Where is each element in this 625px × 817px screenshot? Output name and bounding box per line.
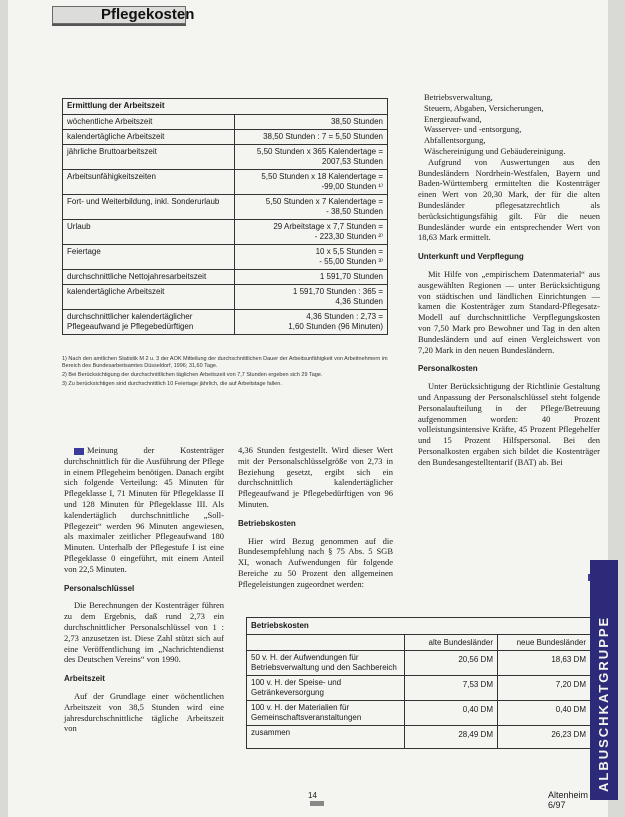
cost-item-list xyxy=(418,92,600,157)
table-row xyxy=(247,726,590,748)
table-row xyxy=(63,310,387,334)
page-number-bar xyxy=(310,801,324,806)
table-row xyxy=(247,701,590,726)
row-label: Feiertage xyxy=(63,245,235,269)
paragraph xyxy=(64,445,224,575)
row-label: Fort- und Weiterbildung, inkl. Sonderurlaub xyxy=(63,195,235,219)
subheading: Arbeitszeit xyxy=(64,674,105,684)
cell-new: 26,23 DM xyxy=(551,730,586,739)
subheading: Unterkunft und Verpflegung xyxy=(418,252,524,262)
row-value: 5,50 Stunden x 18 Kalendertage = -99,00 Stunden ¹⁾ xyxy=(261,172,383,191)
row-value: 10 x 5,5 Stunden = - 55,00 Stunden ³⁾ xyxy=(315,247,383,266)
right-column xyxy=(418,92,600,468)
left-column xyxy=(64,445,224,734)
cell-old: 7,53 DM xyxy=(405,676,498,700)
row-label: Arbeitsunfähigkeitszeiten xyxy=(63,170,235,194)
paragraph-text: Meinung der Kostenträger durchschnittlich für die Ausführung der Pflege in einem Pflegeheim benötigen. Danach ergibt sich folgende Verteilung: 45 Minuten für Pflegeklasse I, 71 Minuten für Pflegeklasse II und 128 Minuten für Pflegeklasse III. Als kalendertäglich durchschnittliche „Soll-Pflegezeit“ werden 96 Minuten angewiesen, als maximaler zeitlicher Pflegeaufwand 180 Minuten. Unterhalb der Pflegestufe I ist eine Pflegeklasse 0 eingeführt, mit einem Anteil von 22,5 Minuten. xyxy=(64,445,224,574)
issue-label: Altenheim 6/97 xyxy=(548,790,589,810)
row-label: zusammen xyxy=(247,726,405,748)
table-row xyxy=(247,651,590,676)
footnote: 1) Nach den amtlichen Statistik M 2 u. 3 der AOK Mitteilung der durchschnittlichen Dauer der Arbeitsunfähigkeit von Arbeitnehmern im Bereich des Bundesarbeitsamtes Düsseldorf, 1996; 31,60 Tage. xyxy=(62,356,388,369)
paragraph: Auf der Grundlage einer wöchentlichen Arbeitszeit von 38,5 Stunden wird eine jahresdurchschnittliche tägliche Arbeitszeit von xyxy=(64,690,224,734)
magazine-page xyxy=(8,0,608,817)
list-item: Abfallentsorgung, xyxy=(424,135,486,146)
cell-old: 0,40 DM xyxy=(405,701,498,725)
cell-new: 18,63 DM xyxy=(551,655,586,664)
row-value: 1 591,70 Stunden : 365 = 4,36 Stunden xyxy=(292,287,383,306)
row-value: 38,50 Stunden xyxy=(330,117,383,126)
table-row xyxy=(63,245,387,270)
subheading: Personalkosten xyxy=(418,364,478,374)
publisher-sidebar xyxy=(590,560,618,800)
list-item: Steuern, Abgaben, Versicherungen, xyxy=(424,102,544,113)
row-value: 5,50 Stunden x 365 Kalendertage = 2007,53 Stunden xyxy=(256,147,383,166)
header-empty xyxy=(247,635,405,650)
cell-new: 0,40 DM xyxy=(555,705,586,714)
header-rule xyxy=(52,24,186,26)
row-label: kalendertägliche Arbeitszeit xyxy=(63,130,235,144)
table-footnotes xyxy=(62,356,388,390)
cell-new: 7,20 DM xyxy=(555,680,586,689)
page-number: 14 xyxy=(308,791,317,800)
row-value: 5,50 Stunden x 7 Kalendertage = - 38,50 Stunden xyxy=(265,197,383,216)
footnote: 2) Bei Berücksichtigung der durchschnittlichen täglichen Arbeitszeit von 7,7 Stunden ergeben sich 29 Tage. xyxy=(62,372,323,378)
header-new-states: neue Bundesländer xyxy=(516,638,586,647)
worktime-table xyxy=(62,98,388,335)
cell-old: 28,49 DM xyxy=(405,726,498,748)
worktime-table-title: Ermittlung der Arbeitszeit xyxy=(63,99,387,115)
row-label: 100 v. H. der Materialien für Gemeinschaftsveranstaltungen xyxy=(247,701,405,725)
middle-column xyxy=(238,445,393,590)
row-value: 38,50 Stunden : 7 = 5,50 Stunden xyxy=(263,132,383,141)
table-row xyxy=(63,145,387,170)
row-label: 100 v. H. der Speise- und Getränkeversorgung xyxy=(247,676,405,700)
list-item: Energieaufwand, xyxy=(424,113,482,124)
table-row xyxy=(63,220,387,245)
operating-costs-title: Betriebskosten xyxy=(247,618,590,635)
table-header xyxy=(247,635,590,651)
paragraph: Unter Berücksichtigung der Richtlinie Gestaltung und Anpassung der Personalschlüssel steht folgende Personalaufteilung in der Pflege/Betreuung aufgenommen worden: 40 Prozent volleistungsintensive Kräfte, 45 Prozent Pflegehelfer und 15 Prozent Hilfspersonal. Bei den Personalkosten ergaben sich bildet die Kostenträger den Bundesangestelltentarif (BAT) ab. Bei xyxy=(418,381,600,467)
paragraph: 4,36 Stunden festgestellt. Wird dieser Wert mit der Personalschlüsselgröße von 2,73 in Beziehung gesetzt, ergibt sich ein durchschnittlich kalendertäglicher Pflegeaufwand je Pflegebedürftigen von 96 Minuten. xyxy=(238,445,393,509)
row-label: jährliche Bruttoarbeitszeit xyxy=(63,145,235,169)
subheading: Betriebskosten xyxy=(238,518,296,528)
table-row xyxy=(63,115,387,130)
row-value: 4,36 Stunden : 2,73 = 1,60 Stunden (96 Minuten) xyxy=(288,312,383,331)
section-header: Pflegekosten xyxy=(52,6,186,24)
row-label: wöchentliche Arbeitszeit xyxy=(63,115,235,129)
list-item: Wasserver- und -entsorgung, xyxy=(424,124,522,135)
row-label: durchschnittlicher kalendertäglicher Pflegeaufwand je Pflegebedürftigen xyxy=(63,310,235,334)
table-row xyxy=(63,285,387,310)
row-label: 50 v. H. der Aufwendungen für Betriebsverwaltung und den Sachbereich xyxy=(247,651,405,675)
row-value: 1 591,70 Stunden xyxy=(319,272,383,281)
subheading: Personalschlüssel xyxy=(64,583,135,593)
paragraph: Aufgrund von Auswertungen aus den Bundesländern Nordrhein-Westfalen, Bayern und Baden-Württemberg ermittelten die Kostenträger einen Wert von 20,30 Mark, der für die alten Bundesländer pflegesatzrechtlich als berücksichtigungsfähig gilt. Für die neuen Bundesländer wurde ein entsprechender Wert von 18,63 Mark ermittelt. xyxy=(418,156,600,243)
list-item: Betriebsverwaltung, xyxy=(424,92,493,102)
table-row xyxy=(63,195,387,220)
row-value: 29 Arbeitstage x 7,7 Stunden = - 223,30 Stunden ²⁾ xyxy=(273,222,383,241)
paragraph: Die Berechnungen der Kostenträger führen zu dem Ergebnis, daß rund 2,73 ein durchschnittlicher Personalschlüssel von 1 : 2,73 anzusetzen ist. Diese Zahl stützt sich auf eine Veröffentlichung im „Nachrichtendienst des Deutschen Vereins“ von 1990. xyxy=(64,600,224,665)
publisher-sidebar-text: ALBUSCHKATGRUPPE xyxy=(596,615,611,792)
row-label: Urlaub xyxy=(63,220,235,244)
paragraph: Hier wird Bezug genommen auf die Bundesempfehlung nach § 75 Abs. 5 SGB XI, wonach Aufwendungen für folgende Bereiche zu 50 Prozent den allgemeinen Pflegeleistungen zugeordnet werden: xyxy=(238,535,393,589)
table-row xyxy=(63,130,387,145)
row-label: durchschnittliche Nettojahresarbeitszeit xyxy=(63,270,235,284)
paragraph-marker-icon xyxy=(74,448,84,455)
table-row xyxy=(63,270,387,285)
footnote: 3) Zu berücksichtigen sind durchschnittlich 10 Feiertage jährlich, die auf Arbeitstage fallen. xyxy=(62,381,282,387)
cell-old: 20,56 DM xyxy=(405,651,498,675)
table-row xyxy=(247,676,590,701)
row-label: kalendertägliche Arbeitszeit xyxy=(63,285,235,309)
header-old-states: alte Bundesländer xyxy=(405,635,498,650)
paragraph: Mit Hilfe von „empirischem Datenmaterial“ aus ausgewählten Regionen — unter Berücksichtigung von städtischen und ländlichen Einrichtungen — kamen die Kostenträger zum Standard-Pflegesatz-Modell auf durchschnittliche Verpflegungskosten von 7,50 Mark pro Bewohner und Tag in den alten Bundesländern und auf einen Vergleichswert von 7,20 Mark in den neuen Bundesländern. xyxy=(418,268,600,355)
table-row xyxy=(63,170,387,195)
operating-costs-table xyxy=(246,617,591,749)
list-item: Wäschereinigung und Gebäudereinigung. xyxy=(424,145,566,156)
